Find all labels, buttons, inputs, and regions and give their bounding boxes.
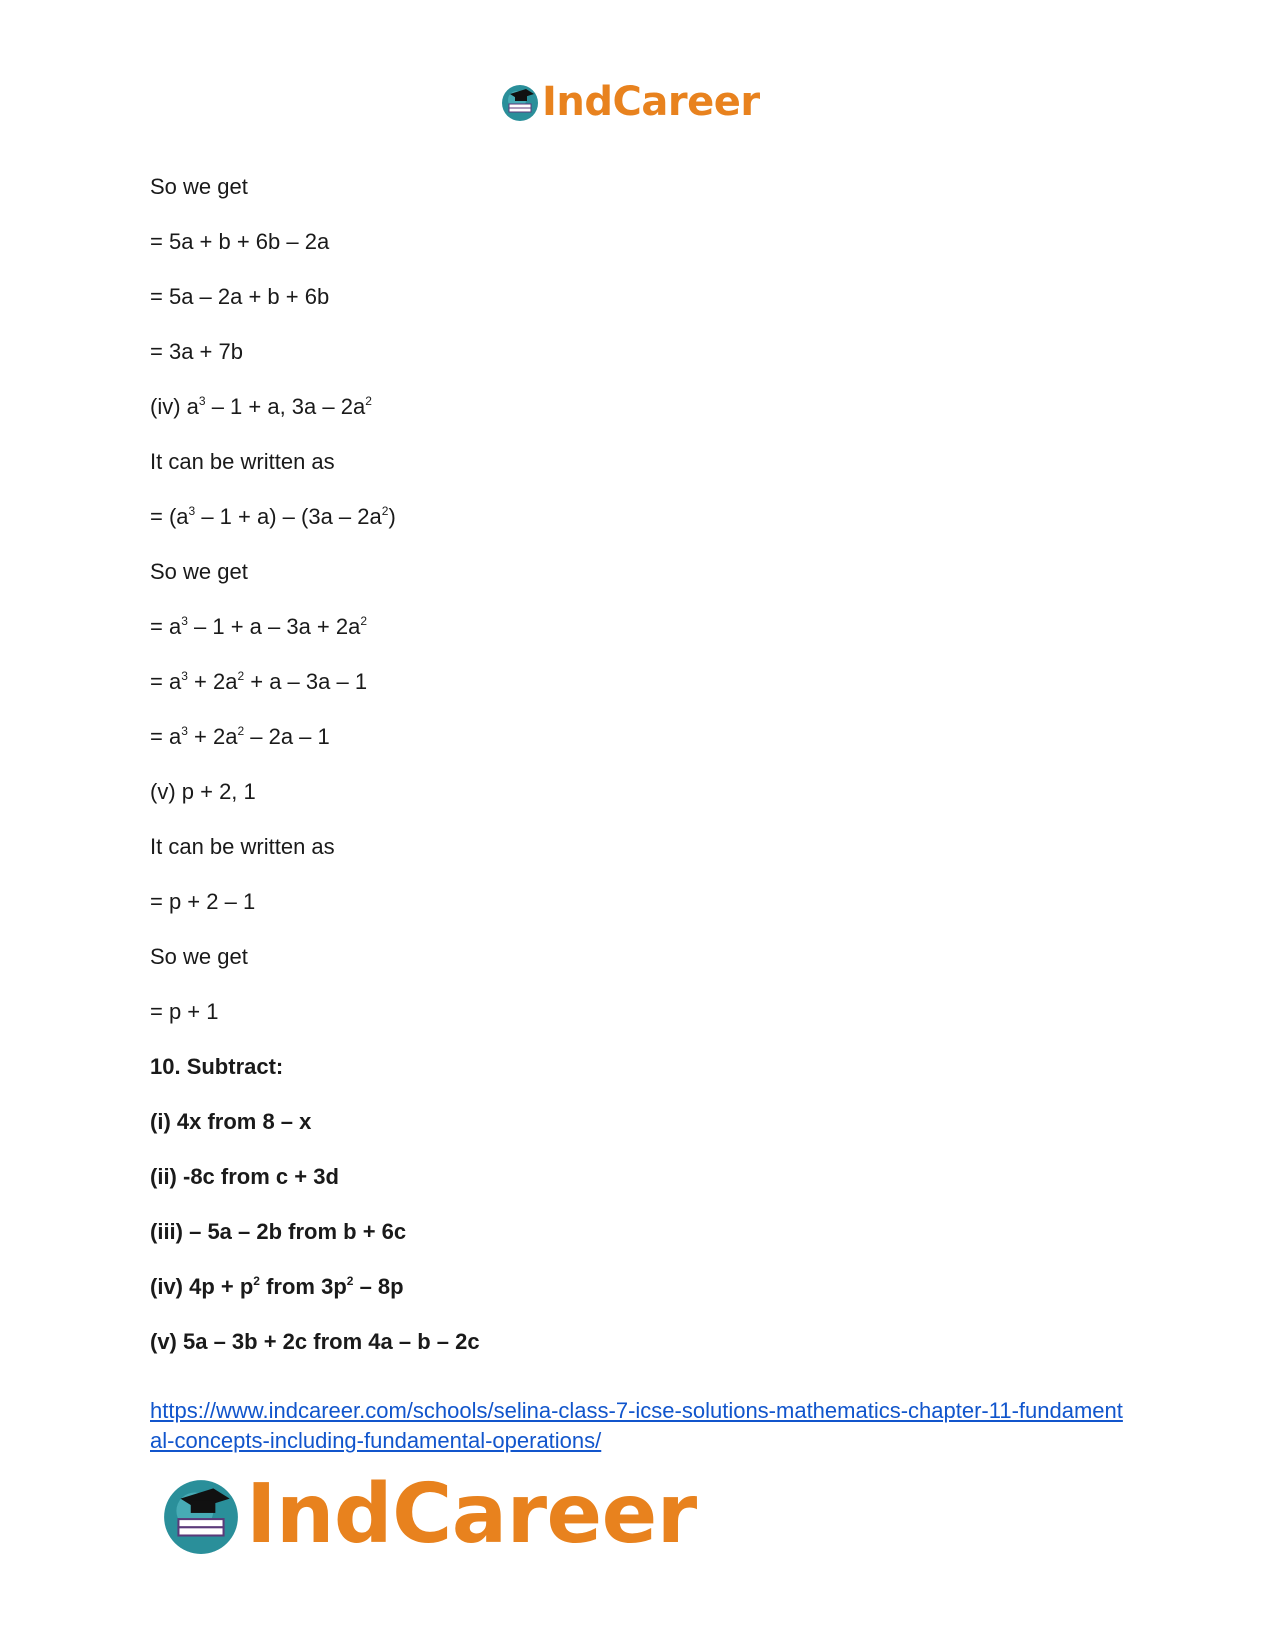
text-line: = 5a – 2a + b + 6b (150, 284, 330, 309)
footer-logo (160, 1465, 697, 1565)
text-line: (v) p + 2, 1 (150, 779, 256, 804)
text-line: So we get (150, 559, 248, 584)
header-logo-text: IndCareer (542, 79, 760, 125)
graduation-book-icon (500, 82, 540, 122)
text-line: It can be written as (150, 834, 335, 859)
text-line: So we get (150, 944, 248, 969)
question-part: (iii) – 5a – 2b from b + 6c (150, 1219, 407, 1244)
text-line: = $a^3 - 1 + a - 3a + 2a^2$ (150, 614, 368, 639)
text-line: So we get (150, 174, 248, 199)
text-line: = 5a + b + 6b – 2a (150, 229, 330, 254)
document-body (150, 174, 1130, 1384)
header-logo (500, 78, 760, 126)
question-part: (v) 5a – 3b + 2c from 4a – b – 2c (150, 1329, 480, 1354)
text-line: It can be written as (150, 449, 335, 474)
question-part: (iv) $4p + p^2$ from $3p^2 - 8p$ (150, 1274, 404, 1299)
text-line: = p + 2 – 1 (150, 889, 256, 914)
footer-logo-text: IndCareer (246, 1467, 697, 1562)
question-part: (i) 4x from 8 – x (150, 1109, 312, 1134)
text-line: = $a^3 + 2a^2 + a - 3a - 1$ (150, 669, 368, 694)
text-line: = 3a + 7b (150, 339, 243, 364)
text-line: = p + 1 (150, 999, 219, 1024)
question-heading: 10. Subtract: (150, 1054, 284, 1079)
source-link[interactable]: https://www.indcareer.com/schools/selina-class-7-icse-solutions-mathematics-chapter-11-fundamental-concepts-including-fundamental-operations/ (150, 1398, 1123, 1453)
graduation-book-icon (160, 1474, 242, 1556)
text-line: = $(a^3 - 1 + a) - (3a - 2a^2)$ (150, 504, 396, 529)
text-line: = $a^3 + 2a^2 - 2a - 1$ (150, 724, 330, 749)
text-line: (iv) $a^3 - 1 + a$, $3a - 2a^2$ (150, 394, 372, 419)
question-part: (ii) -8c from c + 3d (150, 1164, 339, 1189)
